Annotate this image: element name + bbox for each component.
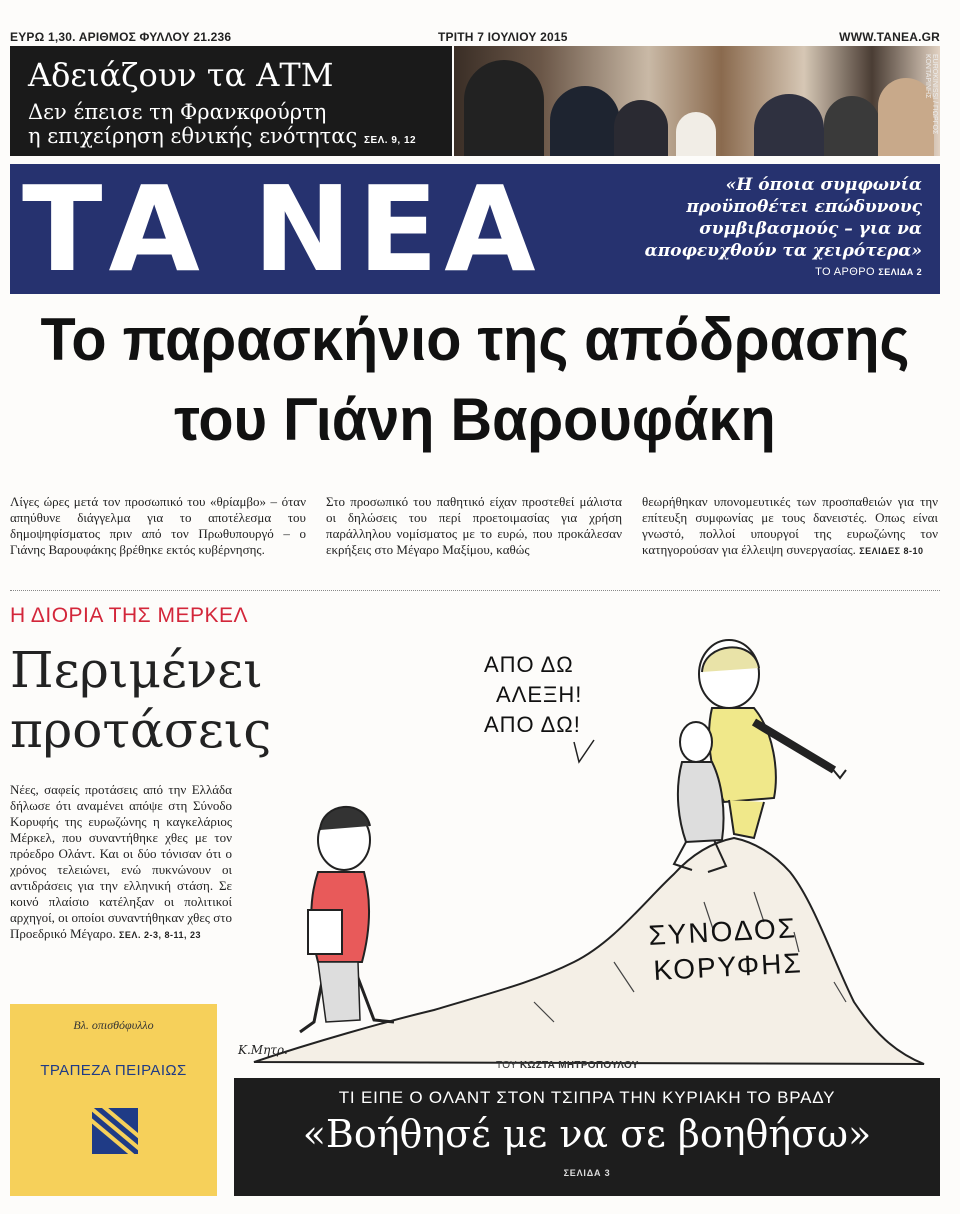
bank-name: ΤΡΑΠΕΖΑ ΠΕΙΡΑΙΩΣ	[40, 1062, 187, 1079]
editorial-source: ΤΟ ΑΡΘΡΟ ΣΕΛΙΔΑ 2	[815, 266, 922, 278]
teaser-pages: ΣΕΛ. 9, 12	[363, 135, 417, 146]
mountain-label-1: ΣΥΝΟΔΟΣ	[647, 912, 798, 951]
masthead	[10, 160, 940, 298]
mountain-label-2: ΚΟΡΥΦΗΣ	[652, 947, 804, 986]
main-headline[interactable]: Το παρασκήνιο της απόδρασης του Γιάνη Βαρουφάκη	[40, 306, 910, 453]
lead-column-1: Λίγες ώρες μετά τον προσωπικό του «θρίαμβο» – όταν απηύθυνε διάγγελμα για το αποτέλεσμα του δημοψηφίσματος πριν από τον Πρωθυπουργό – ο Γιάνης Βαρουφάκης βρέθηκε εκτός κυβέρνησης.	[10, 494, 306, 557]
issue-info: ΕΥΡΩ 1,30. ΑΡΙΘΜΟΣ ΦΥΛΛΟΥ 21.236	[10, 30, 232, 44]
story-title[interactable]: Περιμένει προτάσεις	[10, 641, 272, 759]
speech-line-3: ΑΠΟ ΔΩ!	[484, 712, 581, 737]
story-body: Νέες, σαφείς προτάσεις από την Ελλάδα δήλωσε ότι αναμένει απόψε στη Σύνοδο Κορυφής της ευρωζώνης η καγκελάριος Μέρκελ, που συναντήθηκε χθες με τον πρόεδρο Ολάντ. Και οι δύο τόνισαν ότι ο χρόνος τελειώνει, ενώ πυκνώνουν οι αντιδράσεις για την ελληνική στάση. Σε κοινό πλαίσιο κατέληξαν οι πολιτικοί αρχηγοί, οι οποίοι συναντήθηκαν χθες στο Προεδρικό Μέγαρο. ΣΕΛ. 2-3, 8-11, 23	[10, 782, 232, 941]
issue-date: ΤΡΙΤΗ 7 ΙΟΥΛΙΟΥ 2015	[438, 30, 568, 44]
teaser-title: Αδειάζουν τα ΑΤΜ	[28, 56, 334, 94]
section-divider	[10, 590, 940, 591]
story-pages: ΣΕΛ. 2-3, 8-11, 23	[119, 930, 201, 940]
editorial-quote[interactable]: «Η όποια συμφωνία προϋποθέτει επώδυνους συμβιβασμούς – για να αποφευχθούν τα χειρότερα»	[644, 175, 922, 261]
website-link[interactable]: WWW.TANEA.GR	[839, 30, 940, 44]
meeting-photo	[454, 46, 940, 156]
teaser-subtitle: Δεν έπεισε τη Φρανκφούρτη η επιχείρηση εθνικής ενότητας ΣΕΛ. 9, 12	[28, 100, 417, 148]
tsipras-figure	[300, 807, 394, 1032]
quote-kicker: ΤΙ ΕΙΠΕ Ο ΟΛΑΝΤ ΣΤΟΝ ΤΣΙΠΡΑ ΤΗΝ ΚΥΡΙΑΚΗ ΤΟ ΒΡΑΔΥ	[338, 1088, 836, 1107]
story-kicker: Η ΔΙΟΡΙΑ ΤΗΣ ΜΕΡΚΕΛ	[10, 604, 249, 627]
ad-note: Βλ. οπισθόφυλλο	[73, 1018, 154, 1032]
hollande-quote: «Βοήθησέ με να σε βοηθήσω»	[302, 1112, 872, 1156]
bank-advertisement[interactable]	[10, 1004, 217, 1196]
hollande-quote-box[interactable]	[234, 1078, 940, 1196]
lead-column-3: θεωρήθηκαν υπονομευτικές των προσπαθειών για την επίτευξη συμφωνίας με τους δανειστές. Οπως είναι γνωστό, πολλοί υπουργοί της ευρωζώνης τον κατηγορούσαν για έλλειψη συνεργασίας. ΣΕΛΙΔΕΣ 8-10	[642, 494, 938, 557]
photo-credit: EUROKINISSI / ΓΙΩΡΓΟΣ ΚΟΝΤΑΡΙΝΗΣ	[924, 54, 938, 135]
lead-pages: ΣΕΛΙΔΕΣ 8-10	[859, 546, 924, 556]
speech-line-2: ΑΛΕΞΗ!	[496, 682, 583, 707]
newspaper-logo[interactable]: ΤΑ ΝΕΑ	[22, 160, 542, 298]
political-cartoon	[234, 602, 940, 1072]
piraeus-bank-logo-icon	[92, 1108, 138, 1154]
speech-line-1: ΑΠΟ ΔΩ	[484, 652, 574, 677]
lead-column-2: Στο προσωπικό του παθητικό είχαν προστεθεί μάλιστα οι δηλώσεις του περί προετοιμασίας για χρήση παράλληλου νομίσματος με το ευρώ, που προκάλεσαν εκρήξεις στο Μέγαρο Μαξίμου, καθώς	[326, 494, 622, 557]
artist-signature: Κ.Μητρ.	[238, 1043, 288, 1057]
quote-page: ΣΕΛΙΔΑ 3	[563, 1168, 611, 1178]
cartoon-credit: ΤΟΥ ΚΩΣΤΑ ΜΗΤΡΟΠΟΥΛΟΥ	[496, 1060, 639, 1071]
atm-teaser[interactable]	[10, 46, 452, 156]
